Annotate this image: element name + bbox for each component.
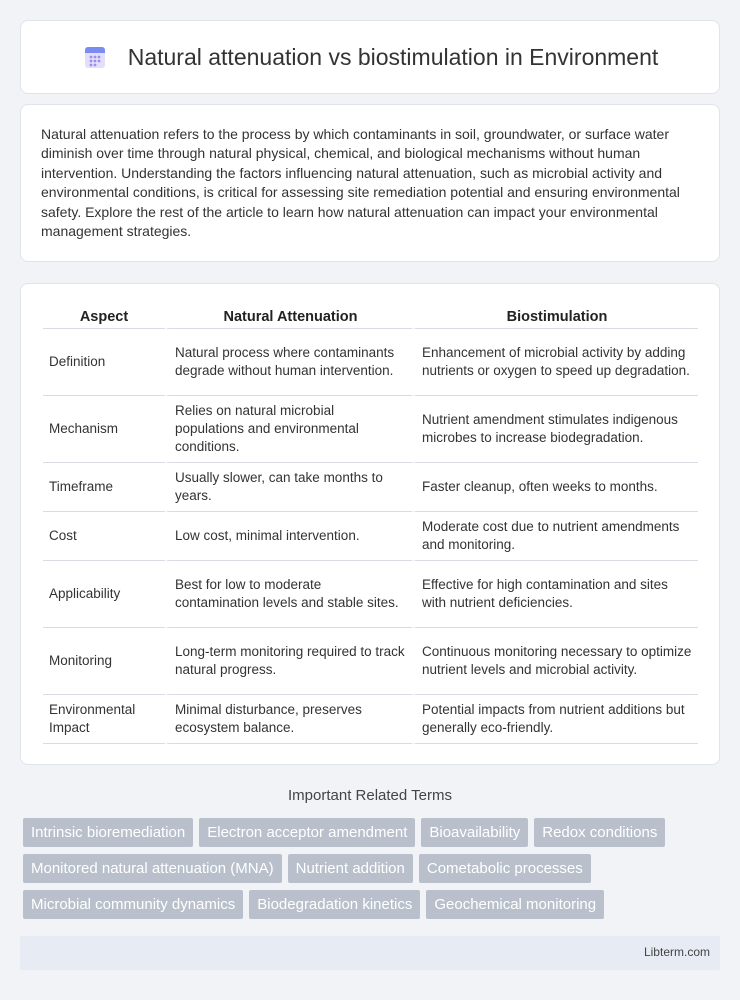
related-terms-list [23, 818, 723, 926]
related-term-tag[interactable]: Electron acceptor amendment [199, 818, 415, 847]
row-aspect: Applicability [43, 561, 165, 628]
row-biostimulation: Enhancement of microbial activity by adding nutrients or oxygen to speed up degradation. [412, 329, 698, 396]
table-row [43, 628, 698, 695]
related-term-tag[interactable]: Redox conditions [534, 818, 665, 847]
row-biostimulation: Faster cleanup, often weeks to months. [412, 463, 698, 512]
footer [20, 936, 720, 970]
row-aspect: Timeframe [43, 463, 165, 512]
related-term-tag[interactable]: Bioavailability [421, 818, 528, 847]
document-icon [82, 44, 108, 70]
table-row [43, 512, 698, 561]
header-biostimulation: Biostimulation [412, 304, 698, 329]
row-natural-attenuation: Low cost, minimal intervention. [165, 512, 412, 561]
row-natural-attenuation: Usually slower, can take months to years. [165, 463, 412, 512]
row-aspect: Environmental Impact [43, 695, 165, 744]
table-row [43, 463, 698, 512]
footer-brand-link[interactable]: Libterm.com [643, 945, 710, 959]
row-biostimulation: Moderate cost due to nutrient amendments and monitoring. [412, 512, 698, 561]
comparison-table [43, 304, 698, 744]
header-aspect: Aspect [43, 304, 165, 329]
row-biostimulation: Continuous monitoring necessary to optimize nutrient levels and microbial activity. [412, 628, 698, 695]
related-term-tag[interactable]: Nutrient addition [288, 854, 413, 883]
related-term-tag[interactable]: Intrinsic bioremediation [23, 818, 193, 847]
row-natural-attenuation: Relies on natural microbial populations and environmental conditions. [165, 396, 412, 463]
row-natural-attenuation: Natural process where contaminants degrade without human intervention. [165, 329, 412, 396]
related-term-tag[interactable]: Cometabolic processes [419, 854, 591, 883]
row-aspect: Definition [43, 329, 165, 396]
row-natural-attenuation: Minimal disturbance, preserves ecosystem balance. [165, 695, 412, 744]
row-aspect: Cost [43, 512, 165, 561]
table-row [43, 329, 698, 396]
related-term-tag[interactable]: Microbial community dynamics [23, 890, 243, 919]
intro-text: Natural attenuation refers to the process by which contaminants in soil, groundwater, or surface water diminish over time through natural physical, chemical, and biological mechanisms without human intervention. Understanding the factors influencing natural attenuation, such as microbial activity and environmental conditions, is critical for assessing site remediation potential and ensuring environmental safety. Explore the rest of the article to learn how natural attenuation can impact your environmental management strategies. [41, 126, 680, 240]
row-natural-attenuation: Long-term monitoring required to track natural progress. [165, 628, 412, 695]
related-terms-title: Important Related Terms [288, 787, 452, 804]
related-term-tag[interactable]: Biodegradation kinetics [249, 890, 420, 919]
intro-card [20, 104, 720, 262]
row-aspect: Monitoring [43, 628, 165, 695]
header-card [20, 20, 720, 94]
table-header-row [43, 304, 698, 329]
header-natural-attenuation: Natural Attenuation [165, 304, 412, 329]
row-aspect: Mechanism [43, 396, 165, 463]
related-term-tag[interactable]: Geochemical monitoring [426, 890, 604, 919]
row-natural-attenuation: Best for low to moderate contamination levels and stable sites. [165, 561, 412, 628]
comparison-table-card [20, 283, 720, 765]
table-row [43, 695, 698, 744]
related-term-tag[interactable]: Monitored natural attenuation (MNA) [23, 854, 282, 883]
row-biostimulation: Effective for high contamination and sites with nutrient deficiencies. [412, 561, 698, 628]
table-row [43, 396, 698, 463]
table-row [43, 561, 698, 628]
row-biostimulation: Nutrient amendment stimulates indigenous microbes to increase biodegradation. [412, 396, 698, 463]
page-title: Natural attenuation vs biostimulation in Environment [127, 43, 659, 70]
row-biostimulation: Potential impacts from nutrient additions but generally eco-friendly. [412, 695, 698, 744]
